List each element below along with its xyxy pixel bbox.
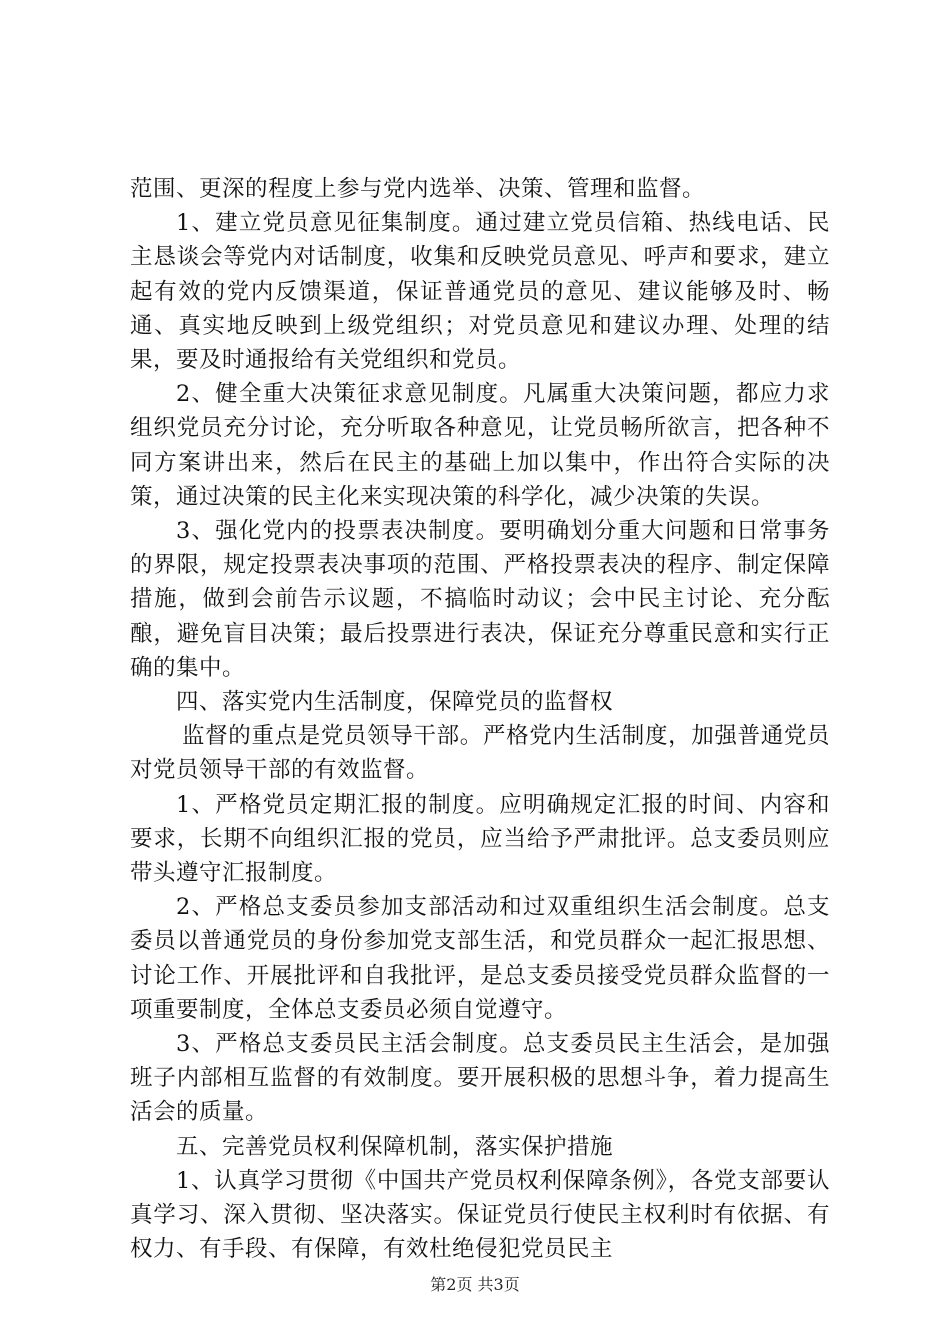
section-heading-five: 五、完善党员权利保障机制，落实保护措施 bbox=[176, 1133, 614, 1160]
paragraph-item-1-feedback: 1、建立党员意见征集制度。通过建立党员信箱、热线电话、民主恳谈会等党内对话制度，收集和反映党员意见、呼声和要求，建立起有效的党内反馈渠道，保证普通党员的意见、建议能够及时、畅通、真实地反映到上级党组织；对党员意见和建议办理、处理的结果，要及时通报给有关党组织和党员。 bbox=[130, 210, 830, 374]
paragraph-supervision-intro: 监督的重点是党员领导干部。严格党内生活制度，加强普通党员对党员领导干部的有效监督。 bbox=[130, 723, 830, 784]
paragraph-item-3-democratic-life: 3、严格总支委员民主活会制度。总支委员民主生活会，是加强班子内部相互监督的有效制度。要开展积极的思想斗争，着力提高生活会的质量。 bbox=[130, 1031, 830, 1126]
section-heading-four: 四、落实党内生活制度，保障党员的监督权 bbox=[176, 689, 614, 716]
page-number-footer: 第2页 共3页 bbox=[430, 1275, 520, 1294]
paragraph-item-3-voting: 3、强化党内的投票表决制度。要明确划分重大问题和日常事务的界限，规定投票表决事项的范围、严格投票表决的程序、制定保障措施，做到会前告示议题，不搞临时动议；会中民主讨论、充分酝酿，避免盲目决策；最后投票进行表决，保证充分尊重民意和实行正确的集中。 bbox=[130, 518, 830, 681]
document-body bbox=[130, 172, 830, 1267]
paragraph-item-1-rights-regulation: 1、认真学习贯彻《中国共产党员权利保障条例》，各党支部要认真学习、深入贯彻、坚决落实。保证党员行使民主权利时有依据、有权力、有手段、有保障，有效杜绝侵犯党员民主 bbox=[130, 1167, 830, 1263]
paragraph-item-2-branch-activity: 2、严格总支委员参加支部活动和过双重组织生活会制度。总支委员以普通党员的身份参加党支部生活，和党员群众一起汇报思想、讨论工作、开展批评和自我批评，是总支委员接受党员群众监督的一项重要制度，全体总支委员必须自觉遵守。 bbox=[130, 894, 830, 1023]
paragraph-item-2-decision: 2、健全重大决策征求意见制度。凡属重大决策问题，都应力求组织党员充分讨论，充分听取各种意见，让党员畅所欲言，把各种不同方案讲出来，然后在民主的基础上加以集中，作出符合实际的决策，通过决策的民主化来实现决策的科学化，减少决策的失误。 bbox=[130, 381, 830, 510]
paragraph-item-1-report: 1、严格党员定期汇报的制度。应明确规定汇报的时间、内容和要求，长期不向组织汇报的党员，应当给予严肃批评。总支委员则应带头遵守汇报制度。 bbox=[130, 791, 830, 887]
paragraph-continuation: 范围、更深的程度上参与党内选举、决策、管理和监督。 bbox=[130, 176, 706, 202]
